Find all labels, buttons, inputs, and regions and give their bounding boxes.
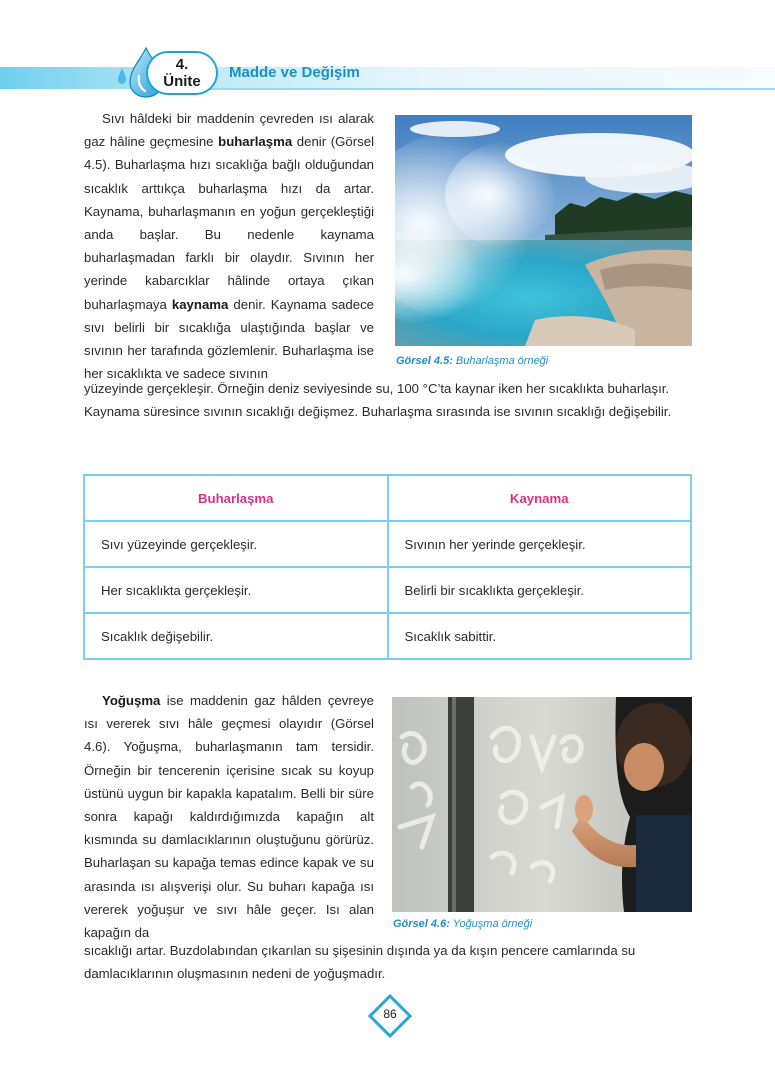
chapter-title: Madde ve Değişim <box>229 64 360 81</box>
evaporation-paragraph-continued: yüzeyinde gerçekleşir. Örneğin deniz seviyesinde su, 100 °C’ta kaynar iken her sıcaklıkta buharlaşır. Kaynama süresince sıvının sıcaklığı değişmez. Buharlaşma sırasında ise sıvının sıcaklığı değişebilir. <box>84 381 672 420</box>
evaporation-paragraph: Sıvı hâldeki bir maddenin çevreden ısı alarak gaz hâline geçmesine buharlaşma denir (Görsel 4.5). Buharlaşma hızı sıcaklığa bağlı olduğundan sıcaklık arttıkça buharlaşma hızı da artar. Kaynama, buharlaşmanın en yoğun gerçekleştiği anda başlar. Bu nedenle kaynama buharlaşmadan farklı bir olaydır. Sıvının her yerinde kabarcıklar hâlinde ortaya çıkan buharlaşmaya kaynama denir. Kaynama sadece sıvı belirli bir sıcaklığa ulaştığında başlar ve sıvının her tarafında gözlemlenir. Buharlaşma ise her sıcaklıkta ve sadece sıvının <box>84 111 374 382</box>
unit-label: Ünite <box>163 73 201 90</box>
comparison-table <box>83 474 692 660</box>
condensation-paragraph-continued: sıcaklığı artar. Buzdolabından çıkarılan su şişesinin dışında ya da kışın pencere camlarında su damlacıklarının oluşmasının nedeni de yoğuşmadır. <box>84 943 636 982</box>
figure-caption: Görsel 4.6: Yoğuşma örneği <box>393 918 533 930</box>
unit-number: 4. <box>175 56 189 73</box>
table-row <box>84 613 691 659</box>
table-cell: Her sıcaklıkta gerçekleşir. <box>84 567 388 613</box>
table-cell: Sıcaklık değişebilir. <box>84 613 388 659</box>
table-header: Kaynama <box>388 475 692 521</box>
page-number: 86 <box>383 1007 397 1021</box>
unit-badge <box>146 51 218 95</box>
table-cell: Belirli bir sıcaklıkta gerçekleşir. <box>388 567 692 613</box>
condensation-paragraph: Yoğuşma ise maddenin gaz hâlden çevreye ısı vererek sıvı hâle geçmesi olayıdır (Görsel 4.6). Yoğuşma, buharlaşmanın tam tersidir. Örneğin bir tencerenin içerisine sıcak su koyup üstünü uygun bir kapakla kapatalım. Belli bir süre sonra kapağı kaldırdığımızda kapağın alt kısmında su damlacıklarının oluştuğunu görürüz. Buharlaşan su kapağa temas edince kapak ve su arasında ısı alışverişi olur. Su buharı kapağa ısı vererek yoğuşur ve sıvı hâle geçer. Isı alan kapağın da <box>84 693 374 941</box>
figure-caption: Görsel 4.5: Buharlaşma örneği <box>396 355 549 367</box>
table-cell: Sıvının her yerinde gerçekleşir. <box>388 521 692 567</box>
term-yogusma: Yoğuşma <box>102 693 161 708</box>
table-row <box>84 567 691 613</box>
table-header: Buharlaşma <box>84 475 388 521</box>
evaporation-photo <box>395 115 692 346</box>
condensation-photo <box>392 697 692 912</box>
table-row <box>84 521 691 567</box>
table-cell: Sıcaklık sabittir. <box>388 613 692 659</box>
table-header-row <box>84 475 691 521</box>
term-kaynama: kaynama <box>171 296 229 312</box>
term-buharlasma: buharlaşma <box>218 134 293 150</box>
header-rule <box>205 88 775 90</box>
table-cell: Sıvı yüzeyinde gerçekleşir. <box>84 521 388 567</box>
